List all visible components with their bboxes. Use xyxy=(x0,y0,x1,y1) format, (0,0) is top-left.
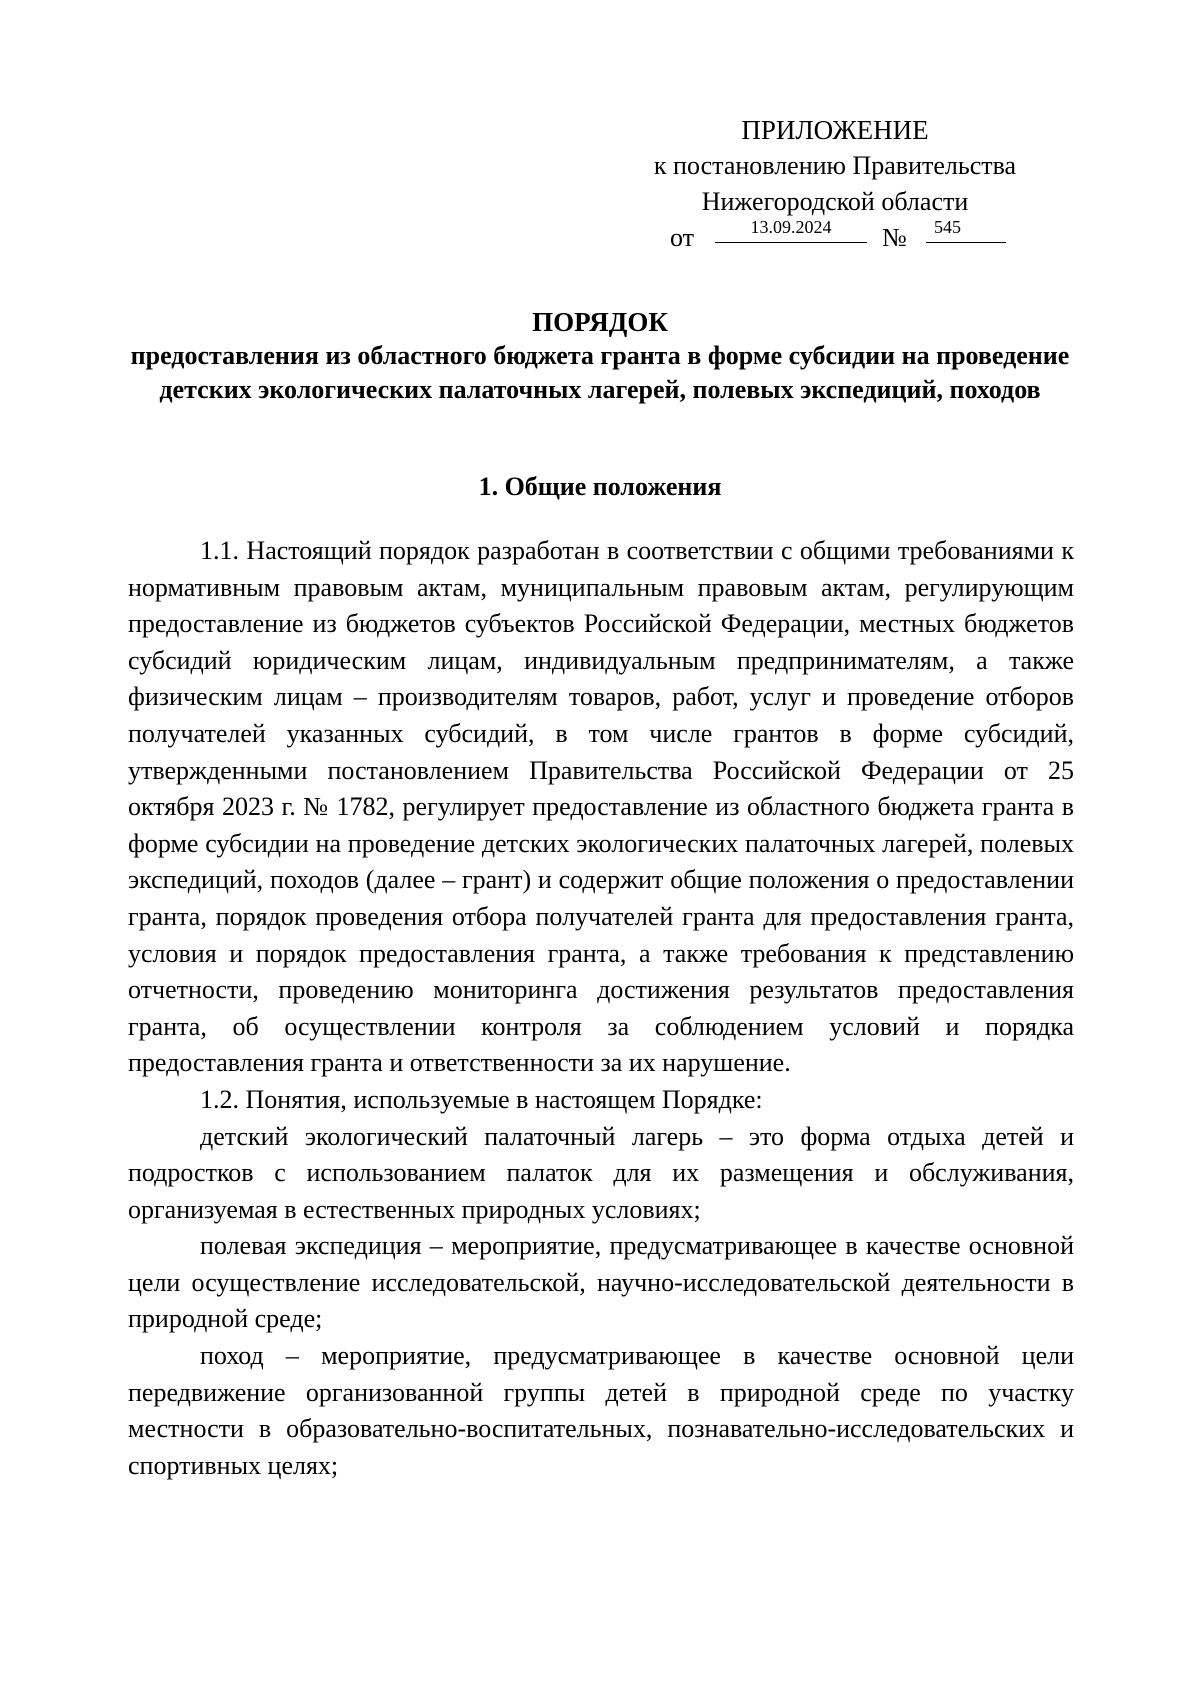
definition-camp: детский экологический палаточный лагерь – это форма отдыха детей и подростков с использованием палаток для их размещения и обслуживания, организуемая в естественных природных условиях; xyxy=(128,1121,1074,1224)
appendix-resolution-line: к постановлению Правительства xyxy=(653,151,1017,180)
appendix-date-line xyxy=(600,217,1070,256)
definition-expedition: полевая экспедиция – мероприятие, предусматривающее в качестве основной цели осуществление исследовательской, научно-исследовательской деятельности в природной среде; xyxy=(128,1231,1074,1334)
date-prefix: от xyxy=(670,223,695,252)
document-title-block xyxy=(130,305,1070,407)
definition-hike: поход – мероприятие, предусматривающее в качестве основной цели передвижение организованной группы детей в природной среде по участку местности в образовательно-воспитательных, познавательно-исследовательских и спортивных целях; xyxy=(128,1341,1074,1480)
number-sign: № xyxy=(882,223,907,252)
appendix-block xyxy=(600,112,1070,256)
paragraph-1-1: 1.1. Настоящий порядок разработан в соответствии с общими требованиями к нормативным правовым актам, муниципальным правовым актам, регулирующим предоставление из бюджетов субъектов Российской Федерации, местных бюджетов субсидий юридическим лицам, индивидуальным предпринимателям, а также физическим лицам – производителям товаров, работ, услуг и проведение отборов получателей указанных субсидий, в том числе грантов в форме субсидий, утвержденными постановлением Правительства Российской Федерации от 25 октября 2023 г. № 1782, регулирует предоставление из областного бюджета гранта в форме субсидии на проведение детских экологических палаточных лагерей, полевых экспедиций, походов (далее – грант) и содержит общие положения о предоставлении гранта, порядок проведения отбора получателей гранта для предоставления гранта, условия и порядок предоставления гранта, а также требования к представлению отчетности, проведению мониторинга достижения результатов предоставления гранта, об осуществлении контроля за соблюдением условий и порядка предоставления гранта и ответственности за их нарушение. xyxy=(128,536,1074,1078)
document-title: ПОРЯДОК xyxy=(532,307,668,337)
appendix-title: ПРИЛОЖЕНИЕ xyxy=(741,115,929,145)
appendix-region-line: Нижегородской области xyxy=(701,187,969,216)
date-value: 13.09.2024 xyxy=(715,212,867,243)
paragraph-1-2: 1.2. Понятия, используемые в настоящем Порядке: xyxy=(200,1084,763,1114)
number-value: 545 xyxy=(926,212,1006,243)
document-subtitle: предоставления из областного бюджета гранта в форме субсидии на проведение детских экологических палаточных лагерей, полевых экспедиций, походов xyxy=(130,341,1070,404)
section-heading: 1. Общие положения xyxy=(478,472,722,501)
section-body xyxy=(128,533,1074,1484)
